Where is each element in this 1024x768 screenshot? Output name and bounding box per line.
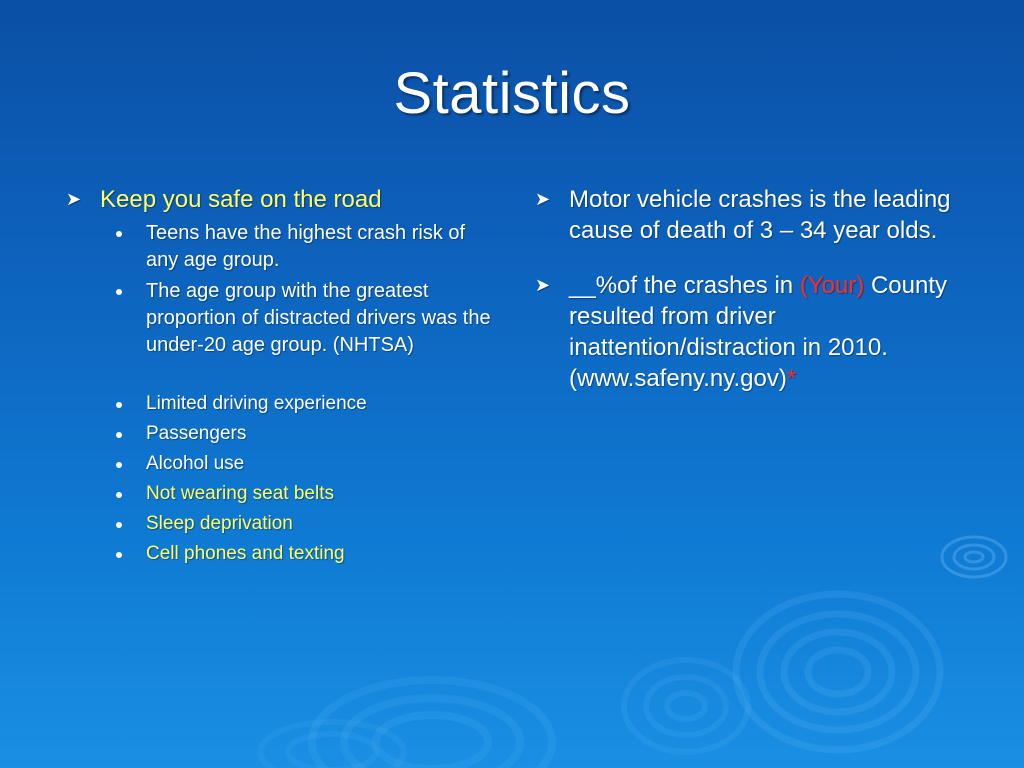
list-item	[62, 391, 492, 417]
dot-bullet-icon	[116, 552, 122, 558]
dot-bullet-icon	[116, 231, 122, 237]
left-heading	[62, 184, 492, 215]
right-point-2-prefix: __%of the crashes in	[569, 272, 800, 299]
list-item	[62, 541, 492, 567]
arrow-bullet-icon: ➤	[535, 189, 551, 209]
right-point-1-text: Motor vehicle crashes is the leading cause of death of 3 – 34 year olds.	[569, 186, 951, 244]
list-item	[62, 481, 492, 507]
dot-bullet-icon	[116, 522, 122, 528]
left-column	[62, 184, 492, 571]
list-item-text: Not wearing seat belts	[146, 483, 334, 504]
list-item	[62, 278, 492, 359]
dot-bullet-icon	[116, 402, 122, 408]
list-item-text: Sleep deprivation	[146, 513, 293, 534]
slide-title: Statistics	[393, 61, 631, 126]
list-item-text: Teens have the highest crash risk of any age group.	[146, 222, 466, 271]
arrow-bullet-icon: ➤	[535, 275, 551, 295]
list-item	[62, 511, 492, 537]
list-item-text: Passengers	[146, 423, 247, 444]
right-point-1	[531, 184, 971, 246]
right-point-2	[531, 270, 971, 394]
left-heading-text: Keep you safe on the road	[100, 186, 382, 213]
list-item-text: The age group with the greatest proportion of distracted drivers was the under-20 age group. (NHTSA)	[146, 280, 491, 356]
list-item-text: Limited driving experience	[146, 393, 367, 414]
list-item	[62, 451, 492, 477]
list-item-text: Alcohol use	[146, 453, 245, 474]
arrow-bullet-icon: ➤	[66, 189, 82, 209]
right-point-2-rest: County resulted from driver inattention/distraction in 2010. (www.safeny.ny.gov)	[569, 272, 948, 392]
list-item	[62, 220, 492, 274]
right-column	[531, 184, 971, 394]
your-county-highlight: (Your)	[799, 272, 865, 299]
spacer	[62, 363, 492, 391]
dot-bullet-icon	[116, 462, 122, 468]
list-item	[62, 421, 492, 447]
list-item-text: Cell phones and texting	[146, 543, 345, 564]
dot-bullet-icon	[116, 432, 122, 438]
asterisk-mark: *	[786, 365, 797, 392]
dot-bullet-icon	[116, 289, 122, 295]
left-sublist	[62, 220, 492, 567]
dot-bullet-icon	[116, 492, 122, 498]
